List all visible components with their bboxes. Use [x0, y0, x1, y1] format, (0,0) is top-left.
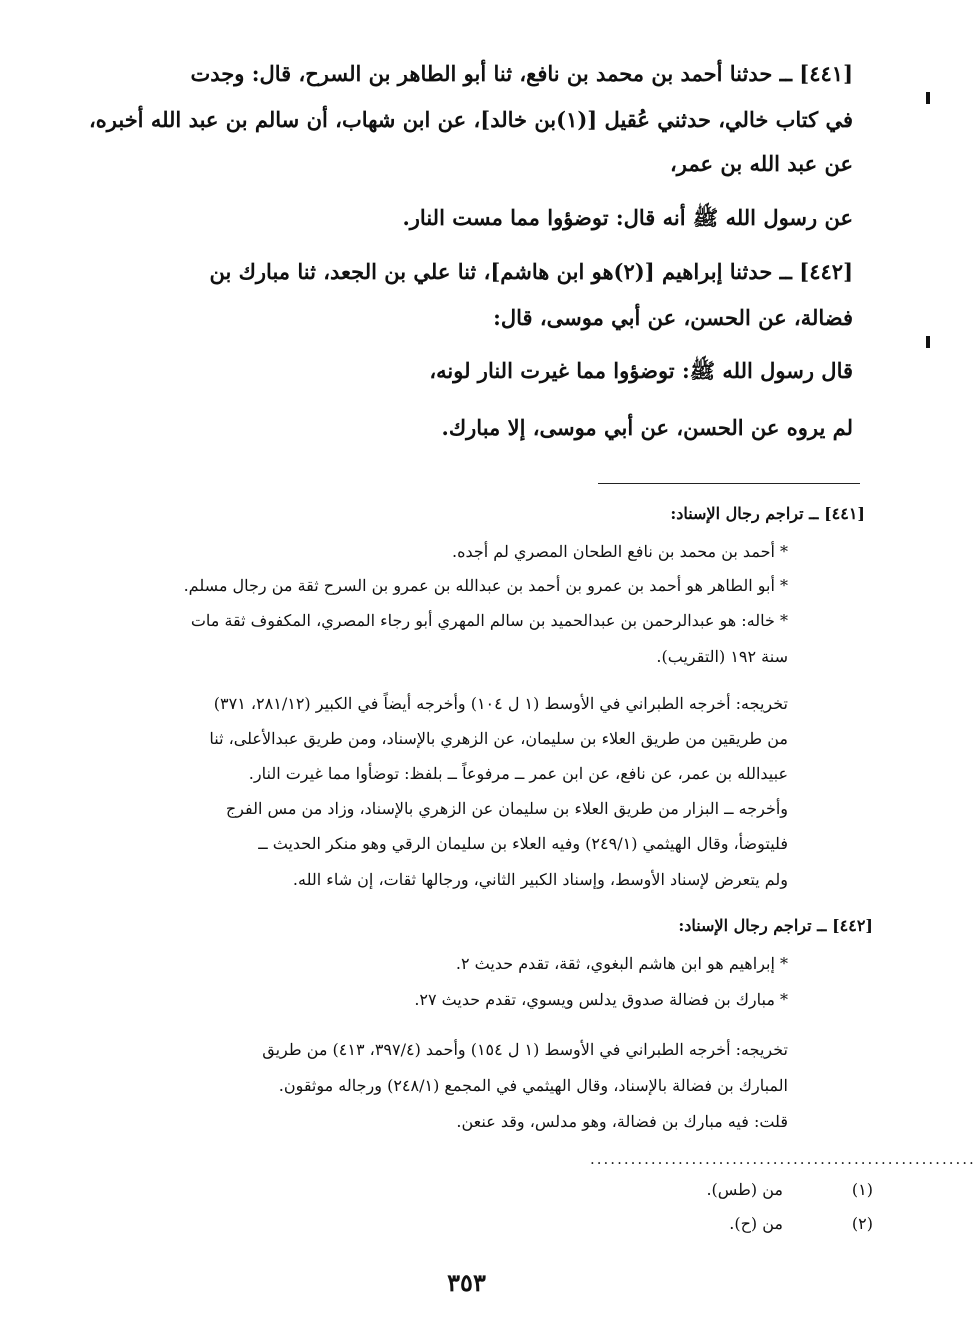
notes-441-bullet-2: * أبو الطاهر هو أحمد بن عمرو بن أحمد بن عبدالله بن عمرو بن السرح ثقة من رجال مسلم. — [183, 576, 788, 595]
notes-441-bullet-3-cont: سنة ١٩٢ (التقريب). — [656, 647, 788, 666]
notes-442-bullet-1: * إبراهيم هو ابن هاشم البغوي، ثقة، تقدم حديث ٢. — [455, 954, 788, 973]
notes-442-bullet-2: * مبارك بن فضالة صدوق يدلس ويسوي، تقدم حديث ٢٧. — [414, 990, 788, 1009]
notes-442-heading — [73, 912, 873, 940]
hadith-442-line-1: [٤٤٢] ــ حدثنا إبراهيم [(٢)هو ابن هاشم]، ثنا علي بن الجعد، ثنا مبارك بن — [209, 259, 853, 284]
notes-441-heading — [65, 500, 865, 528]
hadith-442-line-2: فضالة، عن الحسن، عن أبي موسى، قال: — [493, 305, 853, 330]
notes-441-heading-text: [٤٤١] ــ تراجم رجال الإسناد: — [670, 504, 865, 523]
hadith-441-line-1: [٤٤١] ــ حدثنا أحمد بن محمد بن نافع، ثنا أبو الطاهر بن السرح، قال: وجدت — [190, 61, 853, 86]
footnote-2-text: من (ح). — [729, 1214, 783, 1233]
notes-442-heading-text: [٤٤٢] ــ تراجم رجال الإسناد: — [678, 916, 873, 935]
notes-441-takhrij-3: عبيدالله بن عمر، عن نافع، عن ابن عمر ــ مرفوعاً ــ بلفظ: توضأوا مما غيرت النار. — [248, 764, 788, 783]
hadith-442-comment: لم يروه عن الحسن، عن أبي موسى، إلا مبارك. — [441, 415, 853, 440]
notes-442-takhrij-3: قلت: فيه مبارك بن فضالة، وهو مدلس، وقد عنعن. — [456, 1112, 788, 1131]
notes-separator — [598, 483, 860, 484]
notes-441-takhrij-1: تخريجه: أخرجه الطبراني في الأوسط (١ ل ١٠٤) وأخرجه أيضاً في الكبير (٢٨١/١٢، ٣٧١) — [213, 694, 788, 713]
hadith-441-matn: عن رسول الله ﷺ أنه قال: توضؤوا مما مست النار. — [402, 205, 853, 230]
notes-441-takhrij-5: فليتوضأ، وقال الهيثمي (٢٤٩/١) وفيه العلاء بن سليمان الرقي وهو منكر الحديث ــ — [258, 834, 788, 853]
notes-441-bullet-3: * خاله: هو عبدالرحمن بن عبدالحميد بن سالم المهري أبو رجاء المصري، المكفوف ثقة مات — [190, 611, 788, 630]
notes-441-takhrij-4: وأخرجه ــ البزار من طريق العلاء بن سليمان عن الزهري بالإسناد، وزاد من مس الفرج — [225, 799, 788, 818]
footnote-1-text: من (طس). — [706, 1180, 783, 1199]
scan-mark — [926, 336, 930, 348]
notes-442-takhrij-1: تخريجه: أخرجه الطبراني في الأوسط (١ ل ١٥٤) وأحمد (٣٩٧/٤، ٤١٣) من طريق — [262, 1040, 788, 1059]
footnote-2-number: (٢) — [851, 1214, 873, 1233]
hadith-442-matn: قال رسول الله ﷺ: توضؤوا مما غيرت النار لونه، — [429, 358, 853, 383]
notes-441-bullet-1: * أحمد بن محمد بن نافع الطحان المصري لم أجده. — [452, 542, 788, 561]
page-number: ٣٥٣ — [447, 1268, 486, 1297]
footnote-1-number: (١) — [851, 1180, 873, 1199]
hadith-441-line-2: في كتاب خالي، حدثني عُقيل [(١)بن خالد]، عن ابن شهاب، أن سالم بن عبد الله أخبره، — [88, 107, 853, 132]
notes-442-takhrij-2: المبارك بن فضالة بالإسناد، وقال الهيثمي في المجمع (٢٤٨/١) ورجاله موثقون. — [278, 1076, 788, 1095]
notes-441-takhrij-6: ولم يتعرض لإسناد الأوسط، وإسناد الكبير الثاني، ورجالها ثقات، إن شاء الله. — [292, 870, 788, 889]
footnote-separator: ......................................................... — [590, 1150, 976, 1168]
notes-441-takhrij-2: من طريقين من طريق العلاء بن سليمان، عن الزهري بالإسناد، ومن طريق عبدالأعلى، ثنا — [209, 729, 788, 748]
scan-mark — [926, 92, 930, 104]
hadith-441-line-3: عن عبد الله بن عمر، — [670, 151, 853, 176]
